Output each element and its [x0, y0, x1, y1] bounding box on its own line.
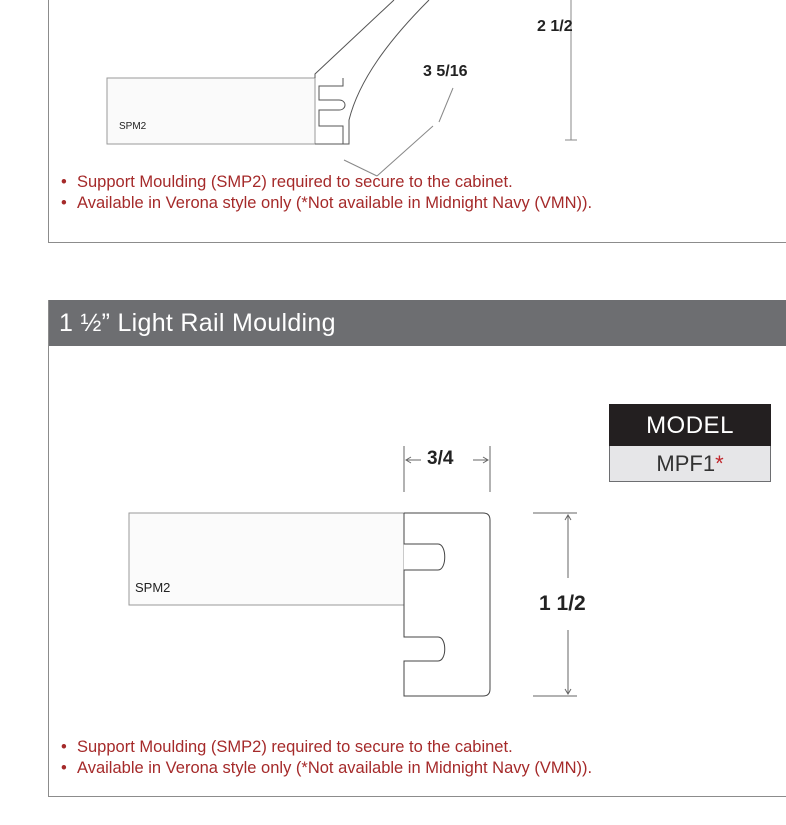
- model-code: MPF1: [656, 451, 716, 476]
- top-note-2: • Available in Verona style only (*Not available in Midnight Navy (VMN)).: [59, 193, 592, 214]
- top-moulding-panel: [48, 0, 786, 243]
- model-asterisk: *: [715, 451, 724, 476]
- section-title: 1 ½” Light Rail Moulding: [49, 300, 786, 346]
- width-label: 3/4: [427, 448, 454, 469]
- light-rail-drawing: [49, 300, 786, 720]
- note-1: • Support Moulding (SMP2) required to secure to the cabinet.: [59, 737, 592, 758]
- top-diagonal-label: 3 5/16: [423, 63, 468, 80]
- top-notes-list: [59, 172, 592, 214]
- top-note-1: • Support Moulding (SMP2) required to secure to the cabinet.: [59, 172, 592, 193]
- top-diagonal-dimension-line: [344, 88, 453, 176]
- top-moulding-drawing: [49, 0, 786, 200]
- top-spm2-label: SPM2: [119, 121, 147, 132]
- top-spm2-block: [107, 78, 315, 144]
- model-header: MODEL: [609, 404, 771, 446]
- spm2-label: SPM2: [135, 580, 171, 595]
- notes-list: [59, 737, 592, 779]
- top-crown-profile: [315, 0, 429, 144]
- top-height-label: 2 1/2: [537, 18, 573, 35]
- height-label: 1 1/2: [539, 592, 586, 615]
- light-rail-profile: [404, 513, 490, 696]
- light-rail-moulding-panel: [48, 300, 786, 797]
- note-2: • Available in Verona style only (*Not available in Midnight Navy (VMN)).: [59, 758, 592, 779]
